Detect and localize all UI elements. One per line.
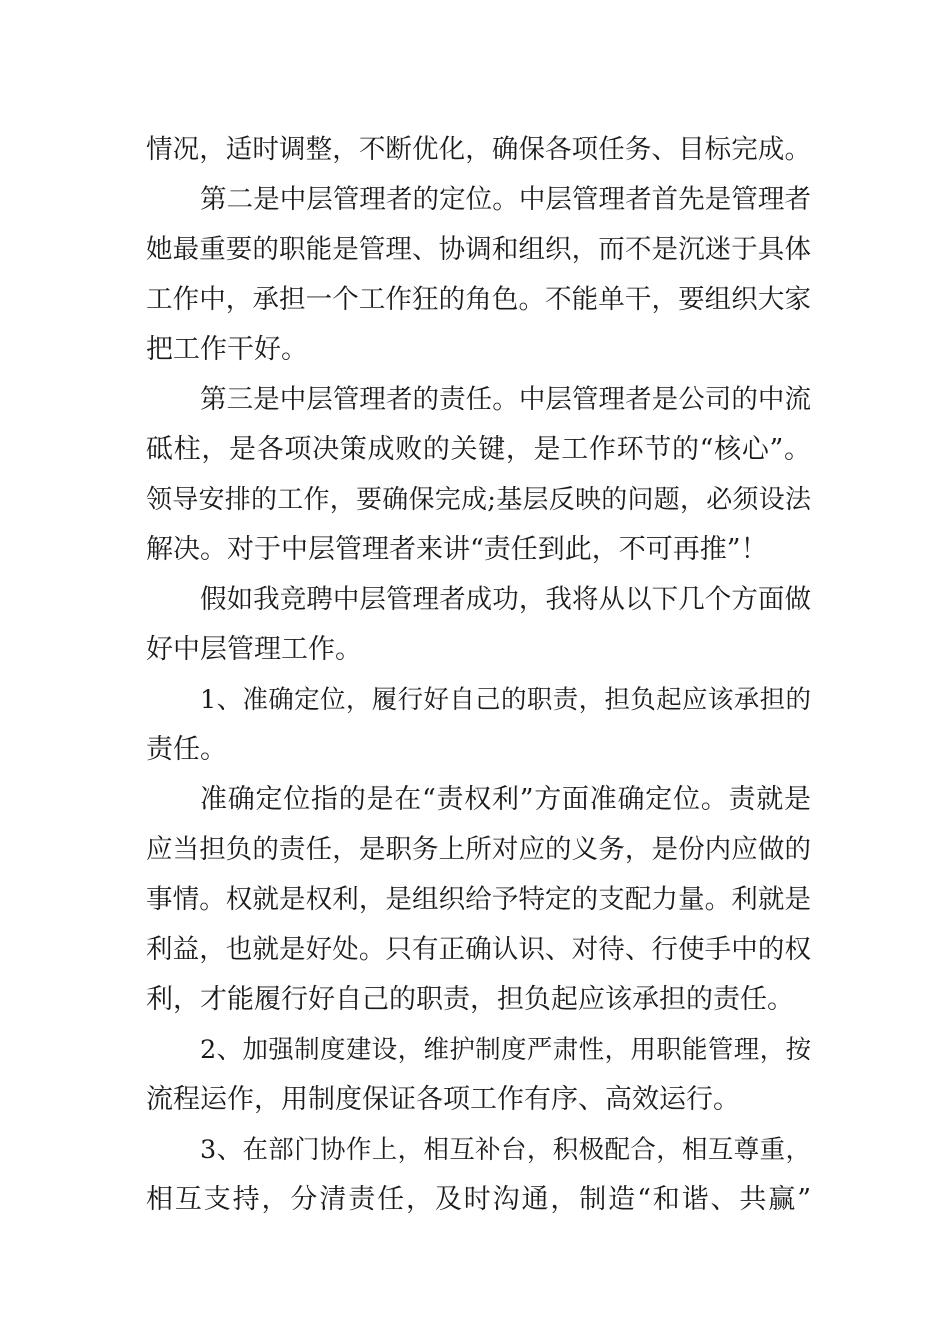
text-line-14: 准确定位指的是在“责权利”方面准确定位。责就是 [200, 784, 811, 815]
text-line-21: 3、在部门协作上，相互补台，积极配合，相互尊重， [200, 1135, 811, 1165]
text-line-7: 砥柱，是各项决策成败的关键，是工作环节的“核心”。 [146, 434, 811, 465]
text-line-19: 2、加强制度建设，维护制度严肃性，用职能管理，按 [200, 1035, 811, 1065]
text-line-13: 责任。 [146, 734, 227, 765]
text-line-5: 把工作干好。 [146, 334, 308, 365]
text-line-2: 第二是中层管理者的定位。中层管理者首先是管理者 [200, 184, 811, 215]
text-line-16: 事情。权就是权利，是组织给予特定的支配力量。利就是 [146, 884, 811, 915]
text-line-20: 流程运作，用制度保证各项工作有序、高效运行。 [146, 1084, 740, 1115]
text-line-22: 相互支持，分清责任，及时沟通，制造“和谐、共赢” [146, 1184, 811, 1215]
text-line-18: 利，才能履行好自己的职责，担负起应该承担的责任。 [146, 984, 794, 1015]
text-line-9: 解决。对于中层管理者来讲“责任到此，不可再推”！ [146, 534, 768, 565]
text-line-3: 她最重要的职能是管理、协调和组织，而不是沉迷于具体 [146, 234, 811, 265]
text-line-1: 情况，适时调整，不断优化，确保各项任务、目标完成。 [146, 134, 811, 165]
text-line-15: 应当担负的责任，是职务上所对应的义务，是份内应做的 [146, 834, 811, 865]
text-line-4: 工作中，承担一个工作狂的角色。不能单干，要组织大家 [146, 284, 811, 315]
text-line-6: 第三是中层管理者的责任。中层管理者是公司的中流 [200, 384, 811, 415]
text-line-12: 1、准确定位，履行好自己的职责，担负起应该承担的 [200, 685, 811, 715]
text-line-11: 好中层管理工作。 [146, 634, 362, 665]
text-line-10: 假如我竞聘中层管理者成功，我将从以下几个方面做 [200, 584, 811, 615]
text-line-17: 利益，也就是好处。只有正确认识、对待、行使手中的权 [146, 934, 811, 965]
text-line-8: 领导安排的工作，要确保完成;基层反映的问题，必须设法 [146, 485, 811, 515]
